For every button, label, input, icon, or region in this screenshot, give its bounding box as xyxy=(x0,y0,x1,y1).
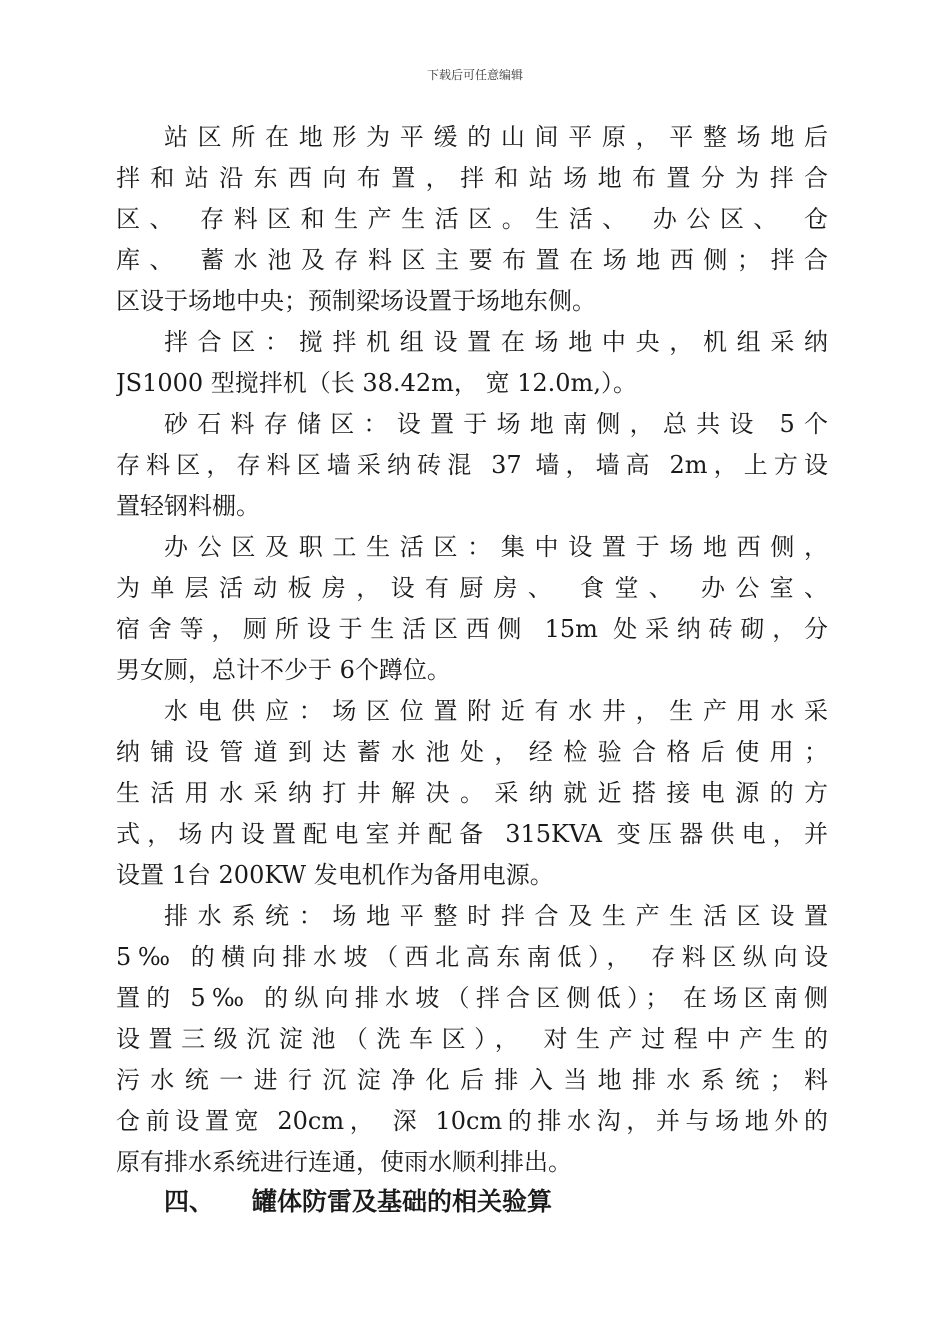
text-line: 站区所在地形为平缓的山间平原，平整场地后 xyxy=(164,123,828,151)
text-line: 生活用水采纳打井解决。采纳就近搭接电源的方 xyxy=(116,779,828,807)
text-line: 库、 蓄水池及存料区主要布置在场地西侧；拌合 xyxy=(116,246,828,274)
section-heading xyxy=(164,1182,552,1222)
text-line: 存料区，存料区墙采纳砖混 37 墙，墙高 2m，上方设 xyxy=(116,451,828,479)
text-line: 纳铺设管道到达蓄水池处，经检验合格后使用； xyxy=(116,738,828,766)
text-line: 拌和站沿东西向布置，拌和站场地布置分为拌合 xyxy=(116,164,828,192)
text-line: 区设于场地中央；预制梁场设置于场地东侧。 xyxy=(116,287,596,315)
text-line: 男女厕，总计不少于 6个蹲位。 xyxy=(116,656,451,684)
text-line: 设置 1台 200KW 发电机作为备用电源。 xyxy=(116,861,554,889)
text-line: 5‰ 的横向排水坡（西北高东南低）， 存料区纵向设 xyxy=(116,943,828,971)
text-line: 水电供应：场区位置附近有水井，生产用水采 xyxy=(164,697,828,725)
text-line: 办公区及职工生活区：集中设置于场地西侧， xyxy=(164,533,828,561)
text-line: JS1000 型搅拌机（长 38.42m， 宽 12.0m,）。 xyxy=(116,369,637,397)
section-title: 罐体防雷及基础的相关验算 xyxy=(252,1187,553,1216)
text-line: 区、 存料区和生产生活区。生活、 办公区、 仓 xyxy=(116,205,828,233)
text-line: 污水统一进行沉淀净化后排入当地排水系统；料 xyxy=(116,1066,828,1094)
text-line: 宿舍等，厕所设于生活区西侧 15m 处采纳砖砌，分 xyxy=(116,615,828,643)
text-line: 设置三级沉淀池（洗车区）， 对生产过程中产生的 xyxy=(116,1025,828,1053)
text-line: 砂石料存储区：设置于场地南侧，总共设 5个 xyxy=(164,410,828,438)
section-number: 四、 xyxy=(164,1187,215,1216)
text-line: 排水系统：场地平整时拌合及生产生活区设置 xyxy=(164,902,828,930)
text-line: 原有排水系统进行连通，使雨水顺利排出。 xyxy=(116,1148,572,1176)
text-line: 式，场内设置配电室并配备 315KVA 变压器供电，并 xyxy=(116,820,828,848)
text-line: 为单层活动板房，设有厨房、 食堂、 办公室、 xyxy=(116,574,828,602)
text-line: 仓前设置宽 20cm， 深 10cm的排水沟，并与场地外的 xyxy=(116,1107,828,1135)
text-line: 拌合区：搅拌机组设置在场地中央，机组采纳 xyxy=(164,328,828,356)
page-header: 下载后可任意编辑 xyxy=(426,68,523,82)
text-line: 置的 5‰ 的纵向排水坡（拌合区侧低）； 在场区南侧 xyxy=(116,984,828,1012)
text-line: 置轻钢料棚。 xyxy=(116,492,260,520)
